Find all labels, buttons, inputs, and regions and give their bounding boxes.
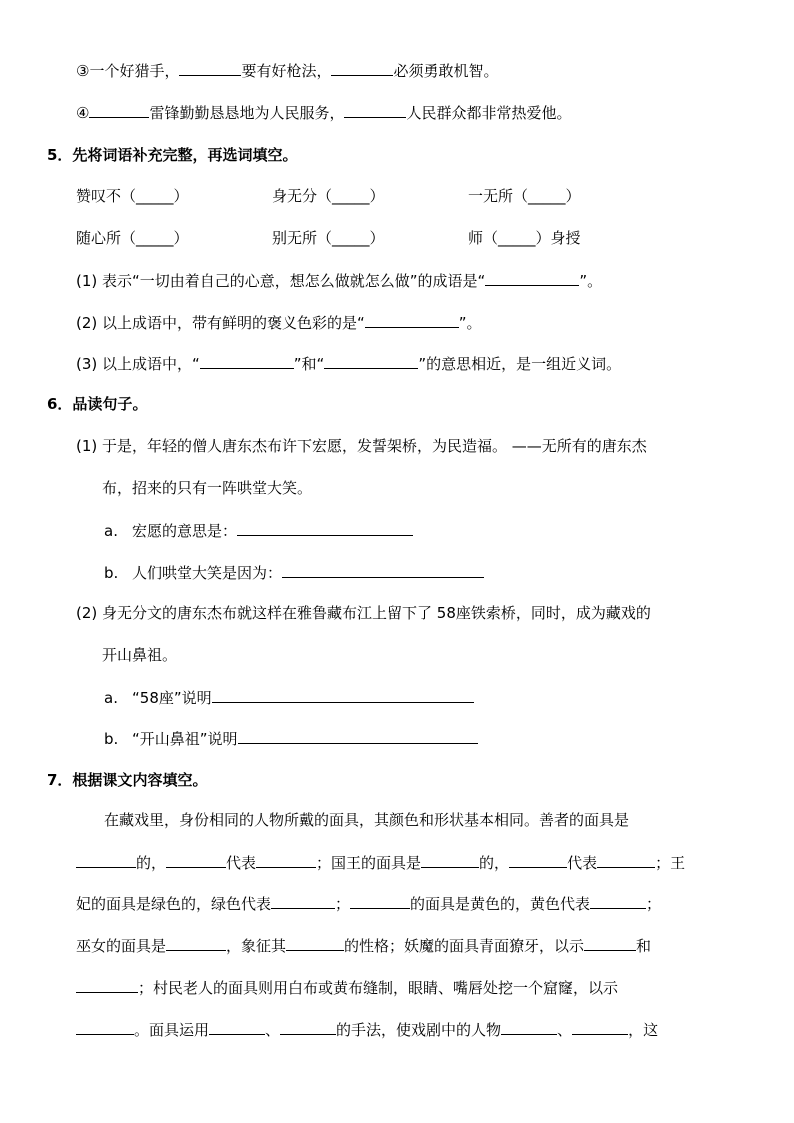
q4-item-3-prefix: ③一个好猎手，	[76, 62, 180, 80]
q4-item-3	[76, 60, 498, 81]
paragraph-text: 。面具运用	[134, 1021, 210, 1039]
q4-item-4	[76, 102, 571, 123]
q6-sub-1-b	[104, 562, 484, 583]
option-label: b.	[104, 564, 119, 582]
q7-paragraph-line-1: 在藏戏里，身份相同的人物所戴的面具，其颜色和形状基本相同。善者的面具是	[104, 811, 630, 829]
answer-blank[interactable]	[421, 852, 479, 868]
paragraph-text: ；村民老人的面具则用白布或黄布缝制，眼睛、嘴唇处挖一个窟窿，以示	[138, 979, 619, 997]
paragraph-text: 代表	[567, 854, 598, 872]
q6-sub-2-line-2: 开山鼻祖。	[102, 646, 178, 664]
answer-blank[interactable]	[271, 893, 335, 909]
answer-blank[interactable]	[286, 935, 344, 951]
paragraph-text: 、	[557, 1021, 573, 1039]
q7-paragraph-line-4	[76, 935, 651, 956]
answer-blank[interactable]	[76, 852, 136, 868]
answer-blank[interactable]	[485, 270, 579, 286]
answer-blank[interactable]	[166, 852, 226, 868]
paragraph-text: ，这	[628, 1021, 659, 1039]
sub-number: (1)	[76, 437, 98, 455]
option-label: a.	[104, 689, 118, 707]
answer-blank[interactable]	[166, 935, 226, 951]
question-6-title: 6．品读句子。	[47, 395, 148, 413]
q7-paragraph-line-2	[76, 852, 685, 873]
sub-number: (2)	[76, 604, 98, 622]
answer-blank[interactable]	[344, 102, 406, 118]
paragraph-text: ，象征其	[226, 937, 287, 955]
question-5-title: 5．先将词语补充完整，再选词填空。	[47, 146, 298, 164]
q4-item-4-prefix: ④	[76, 104, 90, 122]
q6-sub-2-b	[104, 728, 478, 749]
answer-blank[interactable]	[280, 1019, 336, 1035]
sub-number: (3)	[76, 355, 98, 373]
sub-text-end: ”。	[579, 272, 603, 290]
paragraph-text: 巫女的面具是	[76, 937, 167, 955]
sub-text-end: ”的意思相近，是一组近义词。	[418, 355, 622, 373]
answer-blank[interactable]	[256, 852, 316, 868]
answer-blank[interactable]	[237, 520, 413, 536]
q4-item-4-suffix: 人民群众都非常热爱他。	[406, 104, 572, 122]
q4-item-3-suffix: 必须勇敢机智。	[393, 62, 499, 80]
q5-sub-1	[76, 270, 602, 291]
paragraph-text: 代表	[226, 854, 257, 872]
q6-sub-1-line-2: 布，招来的只有一阵哄堂大笑。	[102, 479, 313, 497]
paragraph-text: 和	[636, 937, 652, 955]
idiom-3[interactable]: 一无所（_____）	[468, 187, 581, 205]
paragraph-text: 的，	[136, 854, 167, 872]
prompt-text: 宏愿的意思是：	[132, 522, 238, 540]
q6-sub-2-a	[104, 687, 474, 708]
idiom-2[interactable]: 身无分（_____）	[272, 187, 385, 205]
q5-sub-3	[76, 353, 621, 374]
answer-blank[interactable]	[212, 687, 474, 703]
answer-blank[interactable]	[179, 60, 241, 76]
answer-blank[interactable]	[76, 977, 138, 993]
q7-paragraph-line-5	[76, 977, 618, 998]
paragraph-text: ；	[335, 895, 351, 913]
paragraph-text: ；国王的面具是	[316, 854, 422, 872]
option-label: a.	[104, 522, 118, 540]
q4-item-3-mid: 要有好枪法，	[241, 62, 332, 80]
answer-blank[interactable]	[331, 60, 393, 76]
idiom-4[interactable]: 随心所（_____）	[76, 229, 189, 247]
answer-blank[interactable]	[572, 1019, 628, 1035]
prompt-text: “开山鼻祖”说明	[132, 730, 238, 748]
prompt-text: 人们哄堂大笑是因为：	[132, 564, 283, 582]
paragraph-text: 的面具是黄色的，黄色代表	[410, 895, 591, 913]
idiom-1[interactable]: 赞叹不（_____）	[76, 187, 189, 205]
sub-number: (2)	[76, 314, 98, 332]
answer-blank[interactable]	[200, 353, 294, 369]
idiom-6[interactable]: 师（_____）身授	[468, 229, 581, 247]
q7-paragraph-line-6	[76, 1019, 658, 1040]
answer-blank[interactable]	[238, 728, 478, 744]
sub-text: 表示“一切由着自己的心意，想怎么做就怎么做”的成语是“	[102, 272, 486, 290]
answer-blank[interactable]	[282, 562, 484, 578]
answer-blank[interactable]	[597, 852, 655, 868]
paragraph-text: 的手法，使戏剧中的人物	[336, 1021, 502, 1039]
sub-text-mid: ”和“	[293, 355, 325, 373]
paragraph-text: 妃的面具是绿色的，绿色代表	[76, 895, 272, 913]
q5-sub-2	[76, 312, 482, 333]
option-label: b.	[104, 730, 119, 748]
answer-blank[interactable]	[590, 893, 646, 909]
q7-paragraph-line-3	[76, 893, 661, 914]
answer-blank[interactable]	[76, 1019, 134, 1035]
answer-blank[interactable]	[584, 935, 636, 951]
answer-blank[interactable]	[209, 1019, 265, 1035]
sentence-text: 于是，年轻的僧人唐东杰布许下宏愿，发誓架桥，为民造福。 ——无所有的唐东杰	[102, 437, 647, 455]
paragraph-text: ；	[646, 895, 662, 913]
answer-blank[interactable]	[365, 312, 459, 328]
q6-sub-2-line-1	[76, 603, 651, 623]
paragraph-text: 、	[265, 1021, 281, 1039]
sub-text: 以上成语中，带有鲜明的褒义色彩的是“	[102, 314, 365, 332]
q6-sub-1-a	[104, 520, 413, 541]
prompt-text: “58座”说明	[132, 689, 212, 707]
sentence-text: 身无分文的唐东杰布就这样在雅鲁藏布江上留下了 58座铁索桥，同时，成为藏戏的	[102, 604, 651, 622]
answer-blank[interactable]	[501, 1019, 557, 1035]
answer-blank[interactable]	[324, 353, 418, 369]
answer-blank[interactable]	[89, 102, 149, 118]
answer-blank[interactable]	[350, 893, 410, 909]
answer-blank[interactable]	[509, 852, 567, 868]
question-7-title: 7．根据课文内容填空。	[47, 771, 208, 789]
paragraph-text: 的，	[479, 854, 510, 872]
paragraph-text: 的性格；妖魔的面具青面獠牙，以示	[344, 937, 585, 955]
sub-text: 以上成语中，“	[102, 355, 200, 373]
sub-number: (1)	[76, 272, 98, 290]
paragraph-text: ；王	[655, 854, 686, 872]
idiom-5[interactable]: 别无所（_____）	[272, 229, 385, 247]
q4-item-4-mid: 雷锋勤勤恳恳地为人民服务，	[149, 104, 345, 122]
q6-sub-1-line-1	[76, 436, 647, 456]
sub-text-end: ”。	[458, 314, 482, 332]
